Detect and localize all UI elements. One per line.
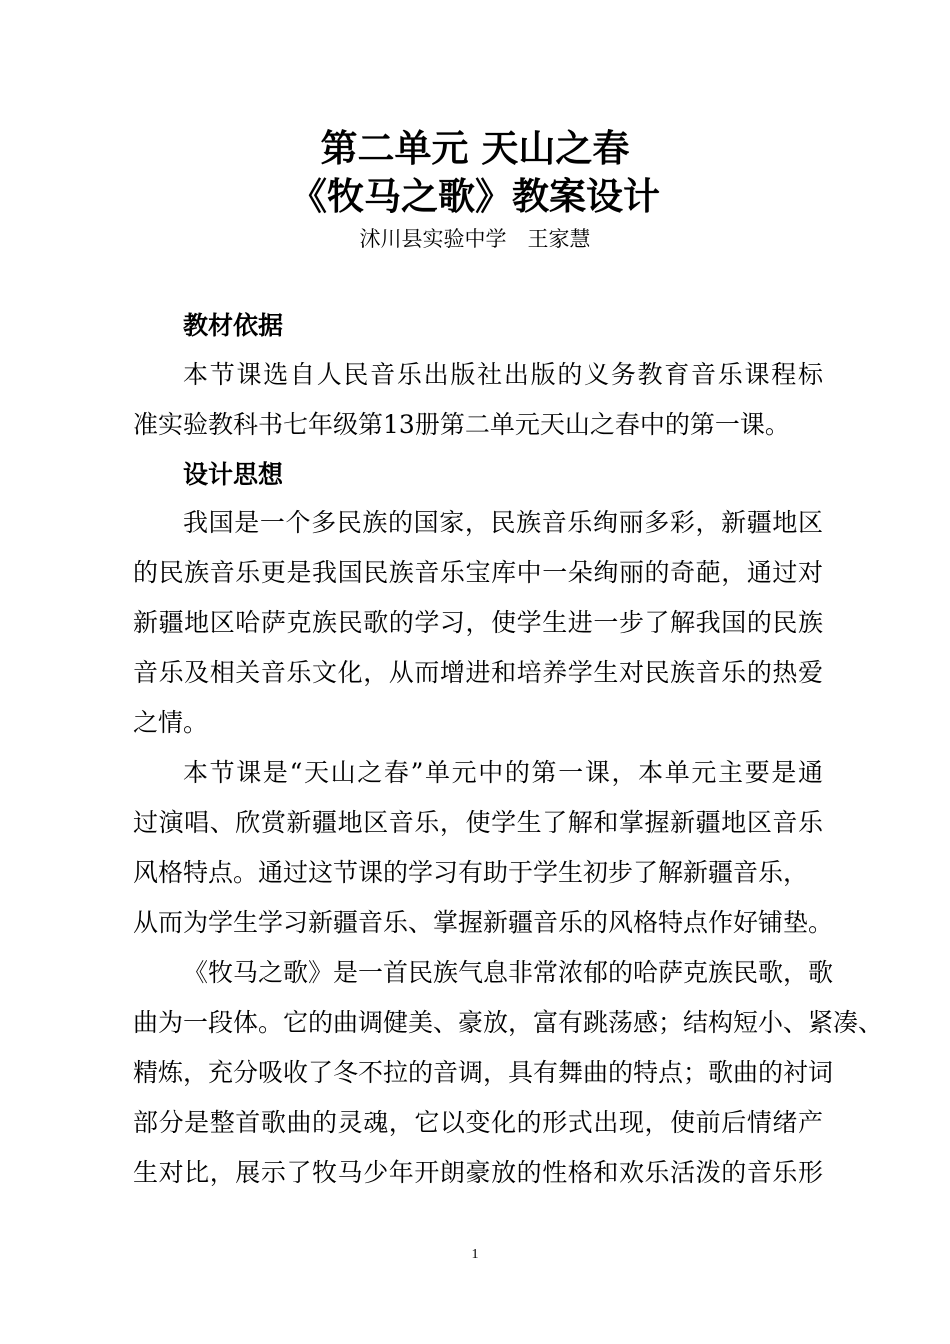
section-heading-textbook-basis: 教材依据	[183, 311, 284, 340]
paragraph-line: 从而为学生学习新疆音乐、掌握新疆音乐的风格特点作好铺垫。	[133, 908, 834, 937]
paragraph-line: 的民族音乐更是我国民族音乐宝库中一朵绚丽的奇葩，通过对	[133, 558, 823, 587]
author-line: 沭川县实验中学 王家慧	[359, 227, 591, 251]
section-heading-design-idea: 设计思想	[183, 460, 284, 489]
page-number: 1	[471, 1247, 479, 1262]
paragraph-line: 曲为一段体。它的曲调健美、豪放，富有跳荡感；结构短小、紧凑、	[133, 1008, 884, 1037]
paragraph-line: 过演唱、欣赏新疆地区音乐，使学生了解和掌握新疆地区音乐	[133, 808, 823, 837]
paragraph-line: 风格特点。通过这节课的学习有助于学生初步了解新疆音乐，	[133, 858, 809, 887]
paragraph-line: 音乐及相关音乐文化，从而增进和培养学生对民族音乐的热爱	[133, 658, 823, 687]
paragraph-line: 准实验教科书七年级第13册第二单元天山之春中的第一课。	[133, 410, 790, 439]
paragraph-line: 本节课选自人民音乐出版社出版的义务教育音乐课程标	[183, 360, 823, 389]
paragraph-line: 生对比，展示了牧马少年开朗豪放的性格和欢乐活泼的音乐形	[133, 1158, 823, 1187]
document-title-line-1: 第二单元 天山之春	[320, 126, 630, 170]
paragraph-line: 部分是整首歌曲的灵魂，它以变化的形式出现，使前后情绪产	[133, 1108, 823, 1137]
paragraph-line: 本节课是“天山之春”单元中的第一课，本单元主要是通	[183, 758, 823, 787]
paragraph-line: 之情。	[133, 708, 209, 737]
paragraph-line: 精炼，充分吸收了冬不拉的音调，具有舞曲的特点；歌曲的衬词	[133, 1058, 834, 1087]
paragraph-line: 《牧马之歌》是一首民族气息非常浓郁的哈萨克族民歌，歌	[183, 958, 834, 987]
paragraph-line: 新疆地区哈萨克族民歌的学习，使学生进一步了解我国的民族	[133, 608, 823, 637]
document-title-line-2: 《牧马之歌》教案设计	[290, 174, 660, 218]
paragraph-line: 我国是一个多民族的国家，民族音乐绚丽多彩，新疆地区	[183, 508, 823, 537]
